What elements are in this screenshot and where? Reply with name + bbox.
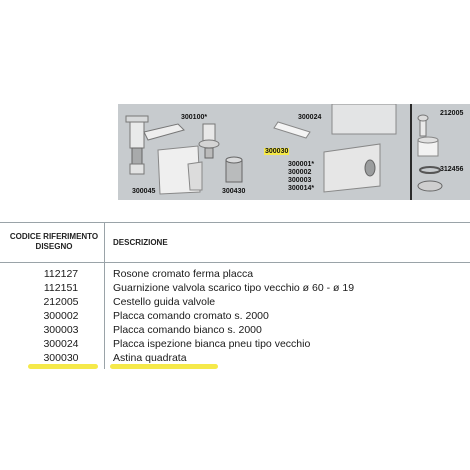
label-300003: 300003 [288, 177, 312, 184]
row-description: Cestello guida valvole [113, 296, 216, 308]
label-300430: 300430 [222, 188, 246, 195]
row-description: Rosone cromato ferma placca [113, 268, 254, 280]
label-300024: 300024 [298, 114, 322, 121]
row-code: 112127 [43, 268, 79, 280]
header-code [8, 232, 100, 252]
part-300430-icon [226, 157, 242, 182]
row-description: Placca ispezione bianca pneu tipo vecchio [113, 338, 311, 350]
row-description: Placca comando bianco s. 2000 [113, 324, 262, 336]
row-description: Guarnizione valvola scarico tipo vecchio ø 60 - ø 19 [113, 282, 355, 294]
figure-divider [410, 104, 412, 200]
row-code: 300024 [43, 338, 79, 350]
header-code-line1: CODICE RIFERIMENTO [9, 232, 99, 241]
table-row [0, 282, 470, 295]
table-row [0, 310, 470, 323]
basket-part-icon [418, 137, 438, 156]
label-300002: 300002 [288, 169, 312, 176]
row-code: 300003 [43, 324, 79, 336]
table-row [0, 296, 470, 309]
header-code-line2: DISEGNO [35, 242, 73, 251]
label-300100: 300100* [181, 114, 208, 121]
row-code: 300030 [43, 352, 79, 364]
header-description: DESCRIZIONE [113, 238, 168, 247]
table-row [0, 324, 470, 337]
table-top-rule [0, 222, 470, 223]
part-300001-icon [324, 144, 380, 192]
label-300014: 300014* [288, 185, 315, 192]
row-code: 112151 [43, 282, 79, 294]
label-300045: 300045 [132, 188, 156, 195]
label-300030: 300030 [265, 148, 289, 155]
table-row-highlighted [0, 352, 470, 365]
label-312456: 312456 [440, 166, 464, 173]
table-row [0, 268, 470, 281]
parts-figure [118, 104, 470, 200]
part-300024-icon [332, 104, 396, 134]
part-212005-icon [418, 115, 428, 136]
row-description: Placca comando cromato s. 2000 [113, 310, 269, 322]
table-row [0, 338, 470, 351]
table-header-rule [0, 262, 470, 263]
row-code: 212005 [43, 296, 79, 308]
bracket-part-icon [158, 146, 202, 194]
label-300001: 300001* [288, 161, 315, 168]
row-code: 300002 [43, 310, 79, 322]
row-description: Astina quadrata [113, 352, 187, 364]
label-212005: 212005 [440, 110, 464, 117]
